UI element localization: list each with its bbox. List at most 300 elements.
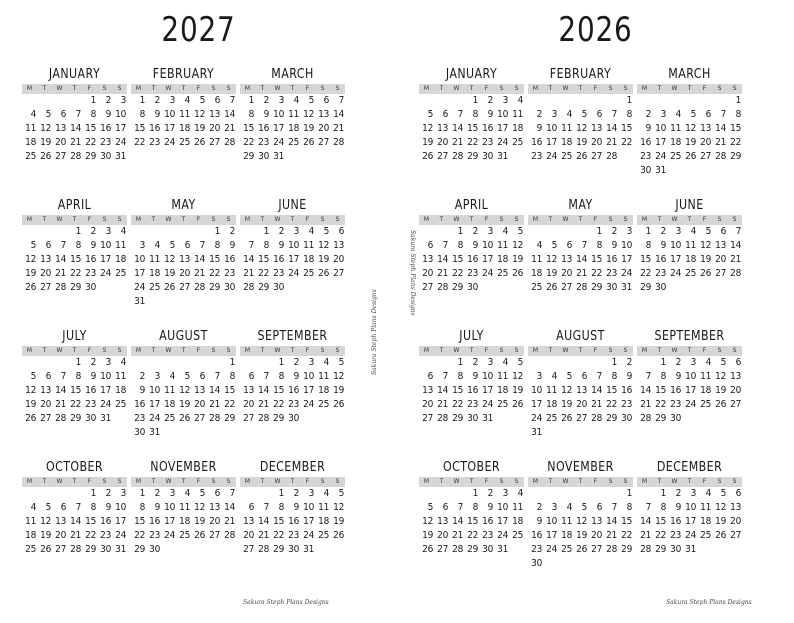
- day-number: 30: [482, 544, 493, 555]
- day-number: 18: [179, 123, 190, 134]
- day-number: 29: [640, 282, 651, 293]
- day-number: 8: [457, 371, 463, 382]
- day-number: 27: [40, 413, 51, 424]
- day-number: 15: [452, 385, 463, 396]
- day-number: 12: [546, 254, 557, 265]
- weekday-label: T: [578, 347, 583, 354]
- weekday-header: [528, 84, 633, 94]
- day-number: 30: [467, 413, 478, 424]
- day-number: 19: [40, 530, 51, 541]
- day-number: 24: [100, 268, 111, 279]
- day-number: 17: [134, 268, 145, 279]
- weekday-label: W: [165, 85, 172, 92]
- day-number: 24: [546, 151, 557, 162]
- day-number: 11: [561, 123, 572, 134]
- day-number: 29: [606, 413, 617, 424]
- day-number: 24: [115, 530, 126, 541]
- weekday-label: T: [439, 216, 444, 223]
- day-number: 8: [472, 109, 478, 120]
- weekday-label: T: [181, 347, 186, 354]
- weekday-label: S: [320, 85, 325, 92]
- day-number: 6: [60, 109, 66, 120]
- weekday-label: M: [244, 478, 251, 485]
- empty-day: [52, 356, 67, 370]
- day-number: 15: [621, 123, 632, 134]
- day-number: 17: [497, 516, 508, 527]
- day-number: 17: [164, 516, 175, 527]
- day-number: 14: [730, 240, 741, 251]
- empty-day: [191, 225, 206, 239]
- weekday-label: T: [578, 478, 583, 485]
- day-number: 4: [517, 95, 523, 106]
- weekday-label: F: [702, 216, 707, 223]
- day-number: 8: [229, 371, 235, 382]
- day-number: 13: [422, 385, 433, 396]
- day-number: 7: [229, 95, 235, 106]
- empty-day: [240, 225, 255, 239]
- day-number: 18: [179, 516, 190, 527]
- empty-day: [637, 94, 652, 108]
- month-name: MARCH: [271, 67, 314, 82]
- day-number: 1: [660, 357, 666, 368]
- day-number: 1: [626, 95, 632, 106]
- day-number: 3: [278, 95, 284, 106]
- day-number: 18: [25, 137, 36, 148]
- empty-day: [22, 94, 37, 108]
- day-number: 7: [581, 240, 587, 251]
- weekday-label: T: [260, 216, 265, 223]
- day-number: 20: [55, 530, 66, 541]
- day-number: 8: [278, 502, 284, 513]
- day-number: 4: [30, 502, 36, 513]
- day-number: 28: [730, 268, 741, 279]
- weekday-label: S: [717, 85, 722, 92]
- weekday-label: M: [641, 85, 648, 92]
- day-number: 11: [531, 254, 542, 265]
- day-number: 23: [640, 151, 651, 162]
- weekday-header: [131, 84, 236, 94]
- day-number: 2: [626, 357, 632, 368]
- day-number: 30: [100, 151, 111, 162]
- day-number: 26: [700, 268, 711, 279]
- weekday-header: [240, 84, 345, 94]
- day-number: 22: [134, 137, 145, 148]
- day-number: 26: [40, 151, 51, 162]
- weekday-label: T: [151, 347, 156, 354]
- day-number: 12: [333, 371, 344, 382]
- day-number: 3: [551, 109, 557, 120]
- day-number: 4: [184, 95, 190, 106]
- day-number: 19: [333, 385, 344, 396]
- day-number: 17: [546, 137, 557, 148]
- weekday-label: F: [484, 216, 489, 223]
- day-number: 17: [670, 254, 681, 265]
- day-number: 2: [536, 109, 542, 120]
- day-number: 8: [90, 502, 96, 513]
- weekday-label: T: [151, 216, 156, 223]
- day-number: 27: [576, 413, 587, 424]
- day-number: 18: [149, 268, 160, 279]
- day-number: 28: [70, 544, 81, 555]
- month-name: JANUARY: [48, 67, 101, 82]
- empty-day: [37, 94, 52, 108]
- day-number: 30: [482, 151, 493, 162]
- day-number: 4: [690, 226, 696, 237]
- weekday-label: F: [305, 347, 310, 354]
- day-number: 3: [293, 226, 299, 237]
- day-number: 1: [645, 226, 651, 237]
- day-number: 13: [55, 516, 66, 527]
- day-number: 11: [115, 371, 126, 382]
- day-number: 11: [497, 371, 508, 382]
- day-number: 31: [303, 544, 314, 555]
- day-number: 11: [149, 254, 160, 265]
- weekday-label: S: [117, 347, 122, 354]
- weekday-label: S: [608, 216, 613, 223]
- day-number: 27: [730, 530, 741, 541]
- empty-day: [419, 356, 434, 370]
- months-grid: [22, 66, 346, 590]
- weekday-label: F: [702, 478, 707, 485]
- day-number: 6: [214, 95, 220, 106]
- weekday-label: T: [260, 478, 265, 485]
- day-number: 4: [705, 488, 711, 499]
- month-block: [637, 197, 742, 328]
- day-number: 16: [467, 385, 478, 396]
- day-number: 18: [115, 385, 126, 396]
- day-number: 6: [248, 502, 254, 513]
- day-number: 13: [730, 371, 741, 382]
- month-block: [637, 66, 742, 197]
- day-number: 4: [30, 109, 36, 120]
- weekday-header: [528, 477, 633, 487]
- weekday-label: T: [439, 85, 444, 92]
- day-number: 20: [194, 399, 205, 410]
- day-grid: [22, 225, 127, 295]
- day-number: 9: [536, 123, 542, 134]
- day-number: 20: [333, 254, 344, 265]
- day-number: 8: [457, 240, 463, 251]
- day-number: 8: [611, 371, 617, 382]
- day-number: 1: [90, 95, 96, 106]
- weekday-label: T: [469, 347, 474, 354]
- day-number: 19: [25, 399, 36, 410]
- day-number: 5: [338, 488, 344, 499]
- day-number: 1: [660, 488, 666, 499]
- day-number: 16: [670, 516, 681, 527]
- day-number: 15: [273, 516, 284, 527]
- day-number: 17: [546, 530, 557, 541]
- calendar-page-right: [397, 0, 794, 623]
- empty-day: [419, 94, 434, 108]
- day-number: 16: [655, 254, 666, 265]
- day-number: 5: [169, 240, 175, 251]
- day-number: 6: [581, 371, 587, 382]
- weekday-label: S: [226, 478, 231, 485]
- weekday-label: W: [453, 216, 460, 223]
- weekday-label: F: [305, 478, 310, 485]
- day-number: 9: [626, 371, 632, 382]
- day-grid: [240, 356, 345, 426]
- day-number: 29: [655, 413, 666, 424]
- month-block: [22, 328, 127, 459]
- day-number: 14: [591, 385, 602, 396]
- weekday-label: S: [335, 347, 340, 354]
- day-number: 2: [472, 226, 478, 237]
- month-block: [22, 459, 127, 590]
- day-number: 7: [60, 240, 66, 251]
- empty-day: [434, 356, 449, 370]
- month-block: [131, 197, 236, 328]
- weekday-label: M: [423, 85, 430, 92]
- weekday-header: [240, 346, 345, 356]
- day-number: 5: [517, 357, 523, 368]
- weekday-label: M: [641, 478, 648, 485]
- weekday-label: W: [56, 478, 63, 485]
- day-number: 28: [452, 151, 463, 162]
- day-number: 12: [25, 385, 36, 396]
- day-number: 12: [512, 240, 523, 251]
- day-number: 10: [149, 385, 160, 396]
- month-name: MAY: [568, 198, 593, 213]
- weekday-label: W: [274, 85, 281, 92]
- day-number: 18: [561, 137, 572, 148]
- month-block: [528, 66, 633, 197]
- weekday-label: F: [593, 216, 598, 223]
- day-number: 15: [224, 385, 235, 396]
- weekday-header: [528, 346, 633, 356]
- day-number: 1: [457, 357, 463, 368]
- day-grid: [240, 225, 345, 295]
- day-number: 31: [621, 282, 632, 293]
- day-number: 20: [209, 516, 220, 527]
- day-number: 10: [115, 109, 126, 120]
- day-number: 6: [596, 109, 602, 120]
- day-number: 1: [263, 226, 269, 237]
- weekday-label: T: [42, 478, 47, 485]
- day-number: 5: [427, 502, 433, 513]
- day-number: 21: [640, 530, 651, 541]
- month-name: SEPTEMBER: [257, 329, 328, 344]
- day-number: 15: [640, 254, 651, 265]
- day-number: 18: [497, 254, 508, 265]
- weekday-label: W: [671, 478, 678, 485]
- day-number: 24: [670, 268, 681, 279]
- month-name: OCTOBER: [442, 460, 501, 475]
- day-number: 15: [209, 254, 220, 265]
- day-number: 16: [640, 137, 651, 148]
- day-number: 27: [591, 151, 602, 162]
- day-number: 25: [303, 268, 314, 279]
- day-number: 19: [685, 137, 696, 148]
- day-number: 25: [25, 544, 36, 555]
- day-number: 24: [164, 137, 175, 148]
- weekday-label: W: [671, 216, 678, 223]
- day-number: 14: [576, 254, 587, 265]
- weekday-label: F: [196, 216, 201, 223]
- day-number: 1: [248, 95, 254, 106]
- weekday-label: T: [72, 478, 77, 485]
- day-number: 28: [606, 151, 617, 162]
- empty-day: [712, 94, 727, 108]
- day-number: 12: [700, 240, 711, 251]
- weekday-label: F: [593, 347, 598, 354]
- day-number: 15: [467, 123, 478, 134]
- weekday-label: F: [593, 85, 598, 92]
- weekday-label: T: [290, 216, 295, 223]
- day-number: 22: [70, 399, 81, 410]
- weekday-label: W: [274, 478, 281, 485]
- day-number: 18: [531, 268, 542, 279]
- day-number: 5: [338, 357, 344, 368]
- day-number: 15: [621, 516, 632, 527]
- day-number: 15: [452, 254, 463, 265]
- day-number: 2: [536, 502, 542, 513]
- day-number: 26: [715, 530, 726, 541]
- day-number: 21: [224, 516, 235, 527]
- day-number: 27: [333, 268, 344, 279]
- empty-day: [419, 487, 434, 501]
- day-number: 7: [457, 502, 463, 513]
- day-number: 22: [467, 137, 478, 148]
- weekday-label: F: [87, 85, 92, 92]
- day-number: 22: [621, 530, 632, 541]
- day-number: 22: [85, 137, 96, 148]
- weekday-label: S: [499, 85, 504, 92]
- empty-day: [588, 94, 603, 108]
- month-block: [528, 328, 633, 459]
- day-number: 16: [258, 123, 269, 134]
- day-number: 12: [40, 123, 51, 134]
- day-number: 15: [85, 123, 96, 134]
- month-name: JULY: [459, 329, 484, 344]
- weekday-label: T: [42, 347, 47, 354]
- empty-day: [131, 356, 146, 370]
- weekday-label: F: [87, 478, 92, 485]
- day-number: 3: [105, 357, 111, 368]
- day-number: 30: [273, 282, 284, 293]
- weekday-label: T: [657, 478, 662, 485]
- day-number: 10: [164, 502, 175, 513]
- day-number: 16: [531, 530, 542, 541]
- day-grid: [22, 94, 127, 164]
- weekday-header: [22, 346, 127, 356]
- month-name: DECEMBER: [656, 460, 723, 475]
- weekday-label: S: [117, 85, 122, 92]
- day-number: 9: [90, 371, 96, 382]
- day-number: 12: [40, 516, 51, 527]
- day-number: 21: [333, 123, 344, 134]
- day-number: 18: [164, 399, 175, 410]
- day-number: 2: [611, 226, 617, 237]
- day-number: 13: [437, 123, 448, 134]
- empty-day: [697, 94, 712, 108]
- day-number: 4: [517, 488, 523, 499]
- weekday-label: T: [260, 347, 265, 354]
- day-number: 30: [640, 165, 651, 176]
- day-number: 27: [422, 413, 433, 424]
- day-number: 3: [626, 226, 632, 237]
- day-number: 24: [115, 137, 126, 148]
- day-number: 12: [25, 254, 36, 265]
- day-number: 2: [278, 226, 284, 237]
- weekday-label: T: [181, 478, 186, 485]
- day-number: 2: [154, 488, 160, 499]
- day-number: 26: [318, 268, 329, 279]
- day-number: 28: [55, 413, 66, 424]
- day-number: 19: [561, 399, 572, 410]
- month-name: MARCH: [668, 67, 711, 82]
- month-block: [131, 459, 236, 590]
- day-number: 19: [179, 399, 190, 410]
- day-number: 24: [655, 151, 666, 162]
- weekday-label: S: [514, 478, 519, 485]
- day-number: 22: [209, 268, 220, 279]
- day-number: 14: [258, 385, 269, 396]
- day-number: 19: [422, 530, 433, 541]
- day-number: 28: [576, 282, 587, 293]
- weekday-label: M: [423, 216, 430, 223]
- day-number: 7: [199, 240, 205, 251]
- month-name: AUGUST: [556, 329, 605, 344]
- weekday-label: M: [135, 85, 142, 92]
- day-number: 18: [318, 516, 329, 527]
- weekday-label: T: [439, 478, 444, 485]
- day-number: 13: [333, 240, 344, 251]
- day-number: 17: [685, 385, 696, 396]
- day-number: 20: [437, 530, 448, 541]
- day-number: 11: [25, 123, 36, 134]
- empty-day: [449, 94, 464, 108]
- day-number: 17: [149, 399, 160, 410]
- day-number: 31: [685, 544, 696, 555]
- day-grid: [131, 356, 236, 440]
- day-number: 8: [139, 109, 145, 120]
- day-number: 25: [25, 151, 36, 162]
- day-number: 4: [308, 226, 314, 237]
- day-number: 14: [452, 123, 463, 134]
- day-number: 30: [85, 413, 96, 424]
- day-number: 26: [303, 137, 314, 148]
- day-number: 28: [258, 544, 269, 555]
- day-number: 11: [685, 240, 696, 251]
- weekday-label: S: [102, 347, 107, 354]
- day-number: 28: [640, 413, 651, 424]
- day-number: 26: [422, 151, 433, 162]
- day-number: 26: [194, 530, 205, 541]
- day-number: 21: [209, 399, 220, 410]
- day-number: 10: [685, 371, 696, 382]
- day-number: 18: [700, 516, 711, 527]
- day-number: 9: [487, 109, 493, 120]
- year-title: 2027: [161, 10, 236, 50]
- weekday-label: M: [135, 216, 142, 223]
- day-number: 23: [670, 530, 681, 541]
- day-number: 5: [308, 95, 314, 106]
- day-number: 1: [457, 226, 463, 237]
- empty-day: [52, 94, 67, 108]
- day-number: 2: [105, 95, 111, 106]
- day-number: 17: [100, 254, 111, 265]
- weekday-label: T: [181, 216, 186, 223]
- empty-day: [558, 487, 573, 501]
- day-number: 23: [134, 413, 145, 424]
- day-number: 29: [224, 413, 235, 424]
- month-name: JUNE: [675, 198, 704, 213]
- weekday-label: T: [151, 85, 156, 92]
- day-number: 6: [427, 240, 433, 251]
- day-number: 7: [457, 109, 463, 120]
